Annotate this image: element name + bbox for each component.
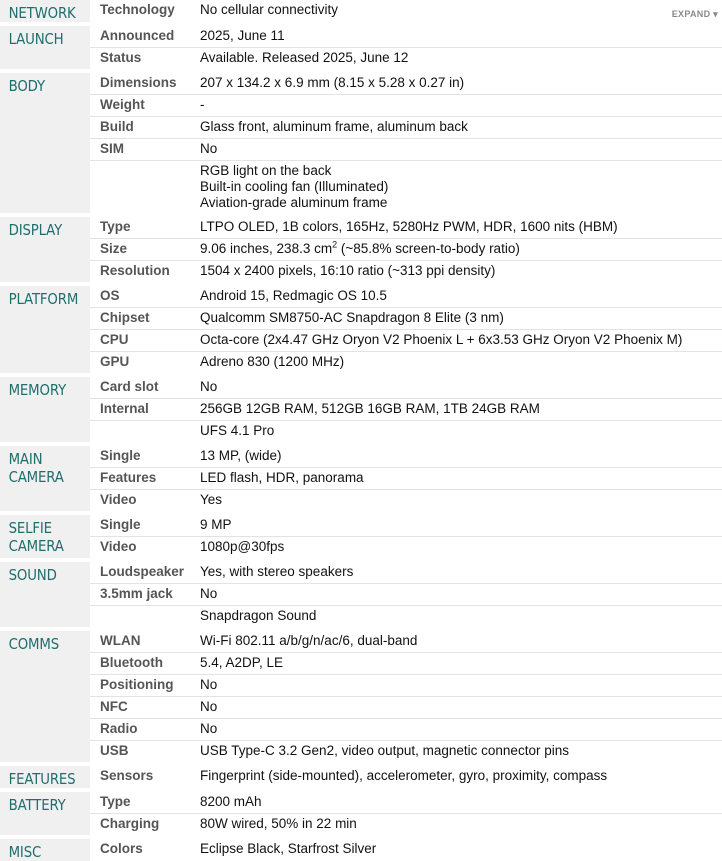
spec-label[interactable]: Technology [100, 2, 175, 17]
section-title: LAUNCH [8, 30, 64, 48]
spec-value: Eclipse Black, Starfrost Silver [200, 841, 377, 856]
spec-value: No cellular connectivity [200, 2, 339, 17]
spec-label[interactable]: GPU [100, 354, 130, 369]
spec-value: Glass front, aluminum frame, aluminum back [200, 119, 468, 134]
spec-value-text: 9.06 inches, 238.3 cm [200, 241, 333, 256]
spec-row [90, 26, 722, 48]
spec-value: Available. Released 2025, June 12 [200, 50, 409, 65]
section-title: FEATURES [8, 770, 76, 788]
spec-section-memory [0, 377, 722, 442]
spec-row [90, 73, 722, 95]
spec-label[interactable]: Build [100, 119, 134, 134]
spec-label[interactable]: Card slot [100, 379, 159, 394]
spec-value: Fingerprint (side-mounted), accelerometer, gyro, proximity, compass [200, 768, 608, 783]
spec-row [90, 814, 722, 835]
spec-value: - [200, 97, 205, 112]
spec-label[interactable]: Single [100, 448, 141, 463]
spec-row [90, 95, 722, 117]
spec-row [90, 719, 722, 741]
section-title: MAIN CAMERA [8, 450, 64, 486]
spec-label[interactable]: SIM [100, 141, 125, 156]
spec-row [90, 584, 722, 606]
spec-label[interactable]: CPU [100, 332, 129, 347]
spec-label[interactable]: Weight [100, 97, 145, 112]
section-title: BATTERY [8, 796, 66, 814]
spec-value: No [200, 721, 218, 736]
section-title: BODY [8, 77, 46, 95]
spec-value: 207 x 134.2 x 6.9 mm (8.15 x 5.28 x 0.27 in) [200, 75, 465, 90]
spec-label[interactable]: Chipset [100, 310, 150, 325]
spec-row [90, 606, 722, 627]
spec-row [90, 308, 722, 330]
spec-label[interactable]: Video [100, 492, 137, 507]
spec-label[interactable]: Sensors [100, 768, 154, 783]
spec-value: 13 MP, (wide) [200, 448, 282, 463]
spec-label[interactable]: OS [100, 288, 120, 303]
spec-row [90, 653, 722, 675]
spec-section-misc [0, 839, 722, 861]
expand-button[interactable]: EXPAND ▾ [671, 9, 718, 19]
spec-label[interactable]: Type [100, 219, 131, 234]
spec-section-selfie-camera [0, 515, 722, 558]
section-rows [90, 73, 722, 213]
spec-label[interactable]: WLAN [100, 633, 141, 648]
section-title: DISPLAY [8, 221, 63, 239]
section-rows [90, 446, 722, 511]
spec-row [90, 675, 722, 697]
spec-value: No [200, 379, 218, 394]
spec-value: RGB light on the back Built-in cooling fan (Illuminated) Aviation-grade aluminum frame [200, 163, 389, 210]
spec-value: Yes [200, 492, 223, 507]
spec-row [90, 631, 722, 653]
spec-row [90, 562, 722, 584]
section-rows [90, 377, 722, 442]
spec-label[interactable]: Resolution [100, 263, 170, 278]
spec-section-battery [0, 792, 722, 835]
spec-row [90, 515, 722, 537]
spec-row [90, 792, 722, 814]
section-rows [90, 562, 722, 627]
spec-value: 2025, June 11 [200, 28, 285, 43]
spec-value: 1504 x 2400 pixels, 16:10 ratio (~313 ppi density) [200, 263, 496, 278]
spec-value: Adreno 830 (1200 MHz) [200, 354, 345, 369]
spec-value: No [200, 141, 218, 156]
spec-label[interactable]: USB [100, 743, 129, 758]
spec-value: Octa-core (2x4.47 GHz Oryon V2 Phoenix L + 6x3.53 GHz Oryon V2 Phoenix M) [200, 332, 683, 347]
spec-label[interactable]: Dimensions [100, 75, 177, 90]
spec-value: 256GB 12GB RAM, 512GB 16GB RAM, 1TB 24GB RAM [200, 401, 540, 416]
spec-value-suffix: (~85.8% screen-to-body ratio) [337, 241, 520, 256]
spec-label[interactable]: Features [100, 470, 157, 485]
superscript: 2 [332, 239, 338, 250]
section-title: COMMS [8, 635, 60, 653]
section-rows [90, 631, 722, 762]
section-title: MISC [8, 843, 42, 861]
spec-row [90, 139, 722, 161]
spec-row [90, 839, 722, 860]
spec-row [90, 446, 722, 468]
spec-value: 9 MP [200, 517, 232, 532]
section-rows [90, 766, 722, 788]
spec-section-features [0, 766, 722, 788]
spec-section-launch [0, 26, 722, 69]
spec-row [90, 286, 722, 308]
spec-label[interactable]: Status [100, 50, 142, 65]
spec-value: 5.4, A2DP, LE [200, 655, 284, 670]
spec-label[interactable]: Single [100, 517, 141, 532]
spec-label[interactable]: Type [100, 794, 131, 809]
spec-section-sound [0, 562, 722, 627]
spec-section-comms [0, 631, 722, 762]
spec-label[interactable]: NFC [100, 699, 128, 714]
section-title: MEMORY [8, 381, 67, 399]
spec-label[interactable]: Loudspeaker [100, 564, 185, 579]
spec-row [90, 161, 722, 213]
spec-label[interactable]: Internal [100, 401, 149, 416]
spec-row [90, 421, 722, 442]
spec-label[interactable] [90, 606, 200, 627]
spec-row [90, 697, 722, 719]
spec-row [90, 261, 722, 282]
spec-label[interactable] [90, 161, 200, 213]
spec-value: LTPO OLED, 1B colors, 165Hz, 5280Hz PWM, HDR, 1600 nits (HBM) [200, 219, 618, 234]
spec-label[interactable]: Size [100, 241, 128, 256]
spec-section-platform [0, 286, 722, 373]
spec-value [200, 239, 722, 260]
section-rows [90, 217, 722, 282]
section-rows [90, 792, 722, 835]
spec-value: 1080p@30fps [200, 539, 285, 554]
spec-row [90, 330, 722, 352]
spec-row [90, 217, 722, 239]
spec-label[interactable]: Positioning [100, 677, 174, 692]
section-title: SOUND [8, 566, 57, 584]
spec-row [90, 399, 722, 421]
section-rows [90, 515, 722, 558]
spec-value: 8200 mAh [200, 794, 262, 809]
spec-value: No [200, 677, 218, 692]
section-rows [90, 0, 722, 22]
spec-value: USB Type-C 3.2 Gen2, video output, magnetic connector pins [200, 743, 569, 758]
spec-label[interactable]: Announced [100, 28, 175, 43]
spec-row [90, 48, 722, 69]
spec-label[interactable]: Bluetooth [100, 655, 163, 670]
spec-row [90, 468, 722, 490]
spec-label[interactable] [90, 421, 200, 442]
spec-row [90, 117, 722, 139]
spec-label[interactable]: Charging [100, 816, 160, 831]
spec-row [90, 766, 722, 787]
spec-label[interactable]: Radio [100, 721, 138, 736]
spec-value: Qualcomm SM8750-AC Snapdragon 8 Elite (3 nm) [200, 310, 504, 325]
spec-label[interactable]: 3.5mm jack [100, 586, 173, 601]
section-title: SELFIE CAMERA [8, 519, 64, 555]
spec-value: No [200, 586, 218, 601]
section-rows [90, 26, 722, 69]
spec-value: Wi-Fi 802.11 a/b/g/n/ac/6, dual-band [200, 633, 418, 648]
spec-row [90, 239, 722, 261]
spec-row [90, 741, 722, 762]
spec-label[interactable]: Video [100, 539, 137, 554]
section-title: PLATFORM [8, 290, 79, 308]
spec-row [90, 377, 722, 399]
spec-value: Yes, with stereo speakers [200, 564, 354, 579]
section-rows [90, 839, 722, 861]
spec-row [90, 537, 722, 558]
section-rows [90, 286, 722, 373]
spec-section-body [0, 73, 722, 213]
spec-row [90, 352, 722, 373]
spec-section-display [0, 217, 722, 282]
spec-value: Snapdragon Sound [200, 608, 317, 623]
spec-value: 80W wired, 50% in 22 min [200, 816, 357, 831]
spec-label[interactable]: Colors [100, 841, 143, 856]
spec-value: UFS 4.1 Pro [200, 423, 275, 438]
spec-row [90, 0, 722, 21]
spec-value: LED flash, HDR, panorama [200, 470, 364, 485]
spec-value: Android 15, Redmagic OS 10.5 [200, 288, 387, 303]
section-title: NETWORK [8, 4, 76, 22]
spec-value: No [200, 699, 218, 714]
spec-section-network [0, 0, 722, 22]
spec-section-main-camera [0, 446, 722, 511]
spec-row [90, 490, 722, 511]
